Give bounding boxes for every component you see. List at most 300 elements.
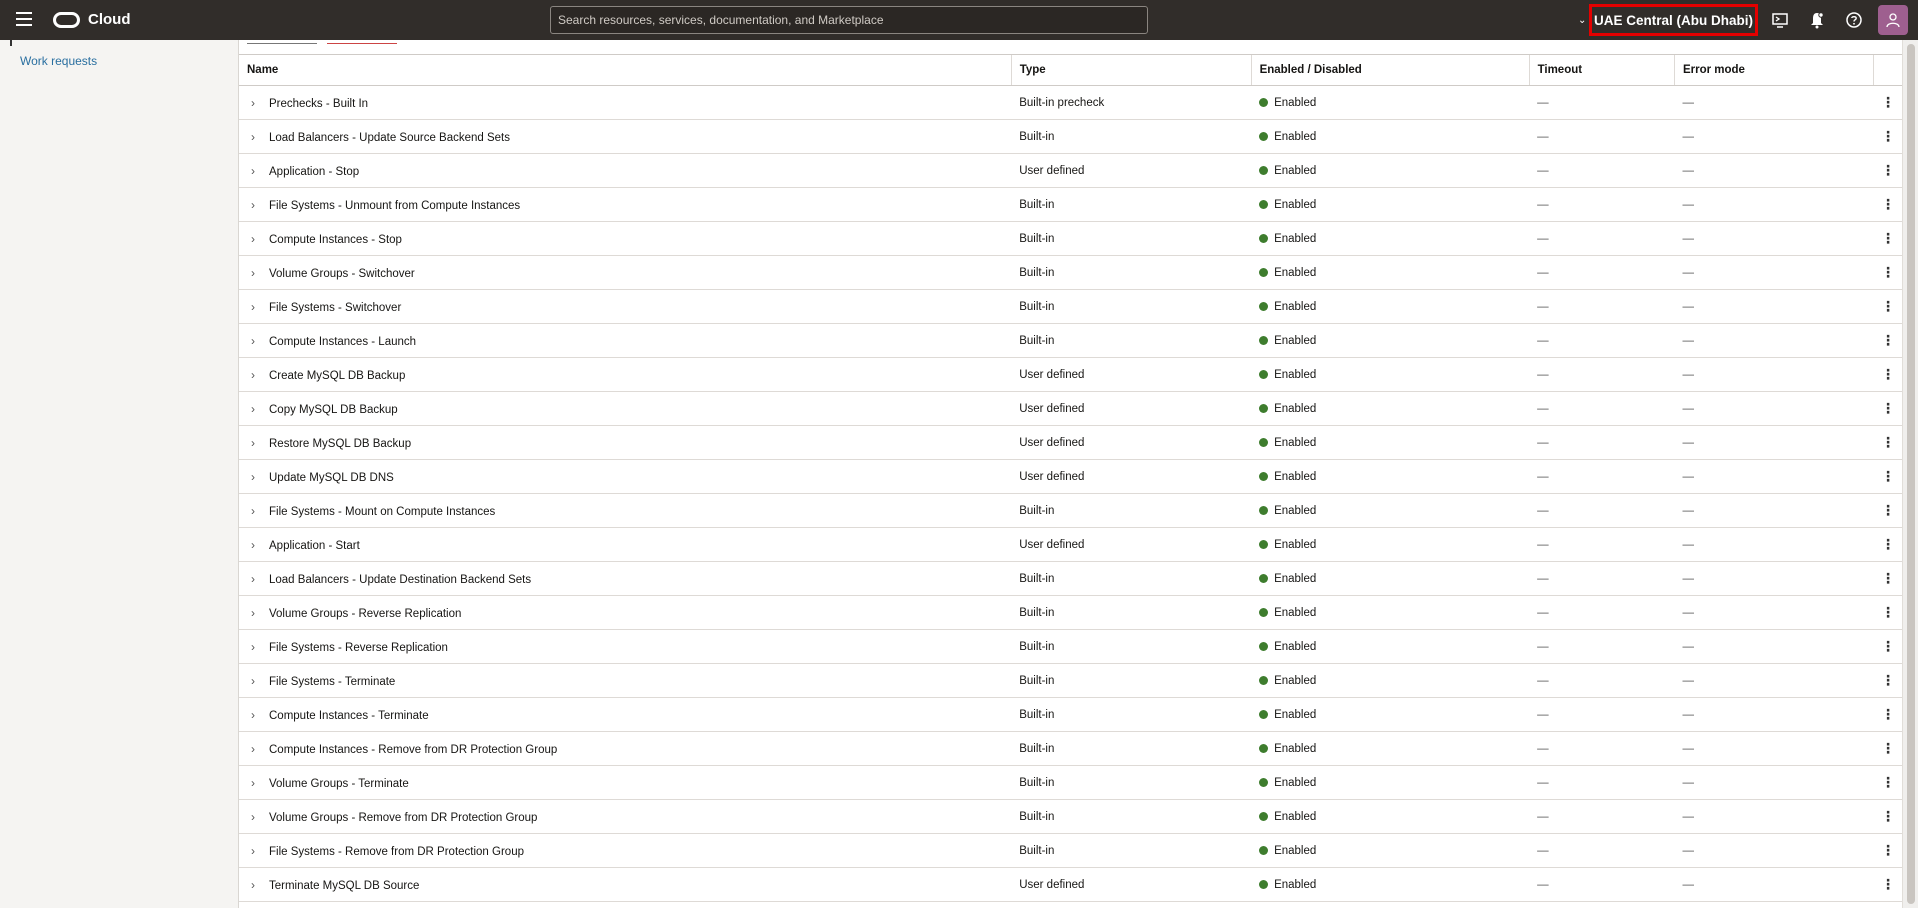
cell-status <box>1251 732 1529 766</box>
chevron-right-icon[interactable]: › <box>251 129 255 144</box>
cell-error-mode <box>1674 120 1873 154</box>
cell-status <box>1251 392 1529 426</box>
chevron-right-icon[interactable]: › <box>251 265 255 280</box>
step-name: Update MySQL DB DNS <box>269 471 394 484</box>
row-actions-menu[interactable] <box>1873 562 1902 596</box>
row-actions-menu[interactable] <box>1873 766 1902 800</box>
step-name: Volume Groups - Terminate <box>269 777 409 790</box>
table-row[interactable] <box>239 834 1902 868</box>
timeout-value: — <box>1537 436 1549 449</box>
cell-status <box>1251 358 1529 392</box>
table-row[interactable] <box>239 800 1902 834</box>
timeout-value: — <box>1537 844 1549 857</box>
table-row[interactable] <box>239 562 1902 596</box>
status-label: Enabled <box>1274 572 1317 585</box>
cell-status <box>1251 222 1529 256</box>
timeout-value: — <box>1537 708 1549 721</box>
error-mode-value: — <box>1682 198 1694 211</box>
error-mode-value: — <box>1682 334 1694 347</box>
table-row[interactable] <box>239 868 1902 902</box>
timeout-value: — <box>1537 300 1549 313</box>
search-input[interactable] <box>550 6 1148 34</box>
timeout-value: — <box>1537 130 1549 143</box>
timeout-value: — <box>1537 572 1549 585</box>
cell-timeout <box>1529 120 1674 154</box>
status-dot-icon <box>1259 472 1268 481</box>
cell-error-mode <box>1674 596 1873 630</box>
status-dot-icon <box>1259 574 1268 583</box>
cell-type: User defined <box>1011 426 1251 460</box>
table-row[interactable] <box>239 766 1902 800</box>
cell-timeout <box>1529 596 1674 630</box>
cell-type: User defined <box>1011 392 1251 426</box>
status-dot-icon <box>1259 98 1268 107</box>
status-dot-icon <box>1259 302 1268 311</box>
chevron-right-icon[interactable]: › <box>251 197 255 212</box>
table-row[interactable] <box>239 664 1902 698</box>
status-dot-icon <box>1259 234 1268 243</box>
cell-error-mode <box>1674 528 1873 562</box>
chevron-right-icon[interactable]: › <box>251 367 255 382</box>
cell-error-mode <box>1674 426 1873 460</box>
cell-type: Built-in <box>1011 766 1251 800</box>
chevron-right-icon[interactable]: › <box>251 163 255 178</box>
cell-name <box>239 528 1011 562</box>
table-row[interactable] <box>239 86 1902 120</box>
cell-name <box>239 800 1011 834</box>
error-mode-value: — <box>1682 708 1694 721</box>
cell-type: User defined <box>1011 460 1251 494</box>
step-name: File Systems - Switchover <box>269 301 402 314</box>
timeout-value: — <box>1537 334 1549 347</box>
error-mode-value: — <box>1682 96 1694 109</box>
row-actions-menu[interactable] <box>1873 426 1902 460</box>
cell-timeout <box>1529 392 1674 426</box>
row-actions-menu[interactable] <box>1873 222 1902 256</box>
step-name: Compute Instances - Remove from DR Protection Group <box>269 743 558 756</box>
row-actions-menu[interactable] <box>1873 732 1902 766</box>
row-actions-menu[interactable] <box>1873 358 1902 392</box>
cell-name <box>239 86 1011 120</box>
cell-error-mode <box>1674 358 1873 392</box>
table-row[interactable] <box>239 188 1902 222</box>
cloud-shell-icon[interactable] <box>1771 11 1789 29</box>
timeout-value: — <box>1537 776 1549 789</box>
row-actions-menu[interactable] <box>1873 834 1902 868</box>
error-mode-value: — <box>1682 572 1694 585</box>
table-row[interactable] <box>239 154 1902 188</box>
cell-name <box>239 698 1011 732</box>
row-actions-menu[interactable] <box>1873 188 1902 222</box>
chevron-right-icon[interactable]: › <box>251 299 255 314</box>
error-mode-value: — <box>1682 232 1694 245</box>
cell-type: Built-in <box>1011 596 1251 630</box>
cell-status <box>1251 120 1529 154</box>
cell-name <box>239 494 1011 528</box>
step-name: Compute Instances - Stop <box>269 233 402 246</box>
timeout-value: — <box>1537 810 1549 823</box>
row-actions-menu[interactable] <box>1873 630 1902 664</box>
user-icon <box>1885 12 1901 28</box>
table-row[interactable] <box>239 494 1902 528</box>
error-mode-value: — <box>1682 674 1694 687</box>
kebab-menu-icon[interactable]: ⋮ <box>1881 468 1895 484</box>
error-mode-value: — <box>1682 606 1694 619</box>
chevron-right-icon[interactable]: › <box>251 537 255 552</box>
status-label: Enabled <box>1274 878 1317 891</box>
chevron-right-icon[interactable]: › <box>251 843 255 858</box>
kebab-menu-icon[interactable]: ⋮ <box>1881 400 1895 416</box>
cell-timeout <box>1529 290 1674 324</box>
oracle-logo-icon[interactable] <box>53 12 80 28</box>
cell-status <box>1251 154 1529 188</box>
cell-type: User defined <box>1011 528 1251 562</box>
cell-status <box>1251 188 1529 222</box>
column-header-type[interactable]: Type <box>1011 55 1251 86</box>
cell-error-mode <box>1674 834 1873 868</box>
status-label: Enabled <box>1274 402 1317 415</box>
table-row[interactable] <box>239 528 1902 562</box>
kebab-menu-icon[interactable]: ⋮ <box>1881 876 1895 892</box>
help-icon[interactable] <box>1845 11 1863 29</box>
chevron-right-icon[interactable]: › <box>251 673 255 688</box>
status-dot-icon <box>1259 370 1268 379</box>
status-label: Enabled <box>1274 504 1317 517</box>
cell-error-mode <box>1674 664 1873 698</box>
row-actions-menu[interactable] <box>1873 256 1902 290</box>
kebab-menu-icon[interactable]: ⋮ <box>1881 842 1895 858</box>
error-mode-value: — <box>1682 640 1694 653</box>
kebab-menu-icon[interactable]: ⋮ <box>1881 706 1895 722</box>
cell-name <box>239 188 1011 222</box>
status-label: Enabled <box>1274 130 1317 143</box>
kebab-menu-icon[interactable]: ⋮ <box>1881 264 1895 280</box>
cell-error-mode <box>1674 460 1873 494</box>
status-dot-icon <box>1259 812 1268 821</box>
hamburger-icon[interactable] <box>16 12 32 26</box>
row-actions-menu[interactable] <box>1873 494 1902 528</box>
cell-timeout <box>1529 562 1674 596</box>
user-avatar[interactable] <box>1878 5 1908 35</box>
cell-status <box>1251 698 1529 732</box>
status-label: Enabled <box>1274 776 1317 789</box>
step-name: Compute Instances - Launch <box>269 335 417 348</box>
timeout-value: — <box>1537 470 1549 483</box>
kebab-menu-icon[interactable]: ⋮ <box>1881 740 1895 756</box>
cell-type: Built-in <box>1011 188 1251 222</box>
status-label: Enabled <box>1274 368 1317 381</box>
status-dot-icon <box>1259 676 1268 685</box>
chevron-right-icon[interactable]: › <box>251 333 255 348</box>
step-name: File Systems - Reverse Replication <box>269 641 448 654</box>
table-row[interactable] <box>239 120 1902 154</box>
row-actions-menu[interactable] <box>1873 290 1902 324</box>
truncated-button[interactable] <box>247 40 317 44</box>
chevron-right-icon[interactable]: › <box>251 503 255 518</box>
timeout-value: — <box>1537 266 1549 279</box>
status-dot-icon <box>1259 336 1268 345</box>
cell-status <box>1251 834 1529 868</box>
step-name: Create MySQL DB Backup <box>269 369 406 382</box>
error-mode-value: — <box>1682 878 1694 891</box>
chevron-right-icon[interactable]: › <box>251 741 255 756</box>
cell-error-mode <box>1674 392 1873 426</box>
cell-timeout <box>1529 528 1674 562</box>
table-row[interactable] <box>239 256 1902 290</box>
cell-type: Built-in <box>1011 324 1251 358</box>
column-header-timeout[interactable]: Timeout <box>1529 55 1674 86</box>
error-mode-value: — <box>1682 368 1694 381</box>
column-header-name[interactable]: Name <box>239 55 1011 86</box>
cell-timeout <box>1529 766 1674 800</box>
cell-name <box>239 766 1011 800</box>
row-actions-menu[interactable] <box>1873 868 1902 902</box>
row-actions-menu[interactable] <box>1873 392 1902 426</box>
row-actions-menu[interactable] <box>1873 698 1902 732</box>
kebab-menu-icon[interactable]: ⋮ <box>1881 808 1895 824</box>
status-dot-icon <box>1259 608 1268 617</box>
kebab-menu-icon[interactable]: ⋮ <box>1881 230 1895 246</box>
row-actions-menu[interactable] <box>1873 664 1902 698</box>
status-label: Enabled <box>1274 606 1317 619</box>
cell-error-mode <box>1674 324 1873 358</box>
step-name: Volume Groups - Switchover <box>269 267 415 280</box>
cell-status <box>1251 426 1529 460</box>
status-dot-icon <box>1259 268 1268 277</box>
cell-error-mode <box>1674 86 1873 120</box>
cell-name <box>239 358 1011 392</box>
cell-timeout <box>1529 664 1674 698</box>
table-row[interactable] <box>239 290 1902 324</box>
status-label: Enabled <box>1274 470 1317 483</box>
table-row[interactable] <box>239 324 1902 358</box>
kebab-menu-icon[interactable]: ⋮ <box>1881 570 1895 586</box>
cell-timeout <box>1529 426 1674 460</box>
cell-type: Built-in <box>1011 222 1251 256</box>
error-mode-value: — <box>1682 164 1694 177</box>
cell-name <box>239 154 1011 188</box>
chevron-right-icon[interactable]: › <box>251 469 255 484</box>
cell-status <box>1251 324 1529 358</box>
kebab-menu-icon[interactable]: ⋮ <box>1881 366 1895 382</box>
cell-type: User defined <box>1011 154 1251 188</box>
step-name: File Systems - Terminate <box>269 675 396 688</box>
cell-status <box>1251 664 1529 698</box>
kebab-menu-icon[interactable]: ⋮ <box>1881 638 1895 654</box>
cell-type: Built-in <box>1011 664 1251 698</box>
status-dot-icon <box>1259 744 1268 753</box>
cell-name <box>239 834 1011 868</box>
status-dot-icon <box>1259 642 1268 651</box>
kebab-menu-icon[interactable]: ⋮ <box>1881 196 1895 212</box>
error-mode-value: — <box>1682 470 1694 483</box>
kebab-menu-icon[interactable]: ⋮ <box>1881 774 1895 790</box>
chevron-right-icon[interactable]: › <box>251 231 255 246</box>
step-name: Copy MySQL DB Backup <box>269 403 398 416</box>
cell-type: Built-in <box>1011 256 1251 290</box>
status-dot-icon <box>1259 404 1268 413</box>
table-body <box>239 86 1902 902</box>
table-row[interactable] <box>239 426 1902 460</box>
cell-status <box>1251 494 1529 528</box>
timeout-value: — <box>1537 368 1549 381</box>
status-label: Enabled <box>1274 640 1317 653</box>
table-row[interactable] <box>239 698 1902 732</box>
region-selector[interactable]: UAE Central (Abu Dhabi) <box>1589 4 1758 36</box>
cell-type: Built-in <box>1011 494 1251 528</box>
cell-status <box>1251 562 1529 596</box>
cell-name <box>239 562 1011 596</box>
kebab-menu-icon[interactable]: ⋮ <box>1881 604 1895 620</box>
status-dot-icon <box>1259 132 1268 141</box>
row-actions-menu[interactable] <box>1873 86 1902 120</box>
step-name: Application - Start <box>269 539 360 552</box>
chevron-down-icon[interactable]: ⌄ <box>1578 15 1587 26</box>
cell-error-mode <box>1674 222 1873 256</box>
cell-type: Built-in <box>1011 834 1251 868</box>
row-actions-menu[interactable] <box>1873 596 1902 630</box>
cell-error-mode <box>1674 290 1873 324</box>
kebab-menu-icon[interactable]: ⋮ <box>1881 128 1895 144</box>
status-dot-icon <box>1259 506 1268 515</box>
cell-status <box>1251 256 1529 290</box>
cell-timeout <box>1529 222 1674 256</box>
cell-error-mode <box>1674 800 1873 834</box>
table-row[interactable] <box>239 630 1902 664</box>
cell-name <box>239 664 1011 698</box>
cell-timeout <box>1529 630 1674 664</box>
column-header-actions <box>1873 55 1902 86</box>
chevron-right-icon[interactable]: › <box>251 639 255 654</box>
active-indicator <box>10 40 12 46</box>
kebab-menu-icon[interactable]: ⋮ <box>1881 162 1895 178</box>
status-dot-icon <box>1259 846 1268 855</box>
cell-type: Built-in <box>1011 290 1251 324</box>
work-requests-link[interactable]: Work requests <box>20 54 98 68</box>
cell-status <box>1251 460 1529 494</box>
kebab-menu-icon[interactable]: ⋮ <box>1881 672 1895 688</box>
plan-steps-panel <box>238 40 1902 908</box>
timeout-value: — <box>1537 164 1549 177</box>
status-dot-icon <box>1259 710 1268 719</box>
error-mode-value: — <box>1682 402 1694 415</box>
step-name: Volume Groups - Remove from DR Protection Group <box>269 811 538 824</box>
cell-timeout <box>1529 698 1674 732</box>
timeout-value: — <box>1537 504 1549 517</box>
column-header-enabled[interactable]: Enabled / Disabled <box>1251 55 1529 86</box>
timeout-value: — <box>1537 232 1549 245</box>
status-dot-icon <box>1259 438 1268 447</box>
status-label: Enabled <box>1274 164 1317 177</box>
error-mode-value: — <box>1682 436 1694 449</box>
kebab-menu-icon[interactable]: ⋮ <box>1881 502 1895 518</box>
chevron-right-icon[interactable]: › <box>251 401 255 416</box>
chevron-right-icon[interactable]: › <box>251 605 255 620</box>
cell-name <box>239 460 1011 494</box>
plan-groups-table <box>239 54 1902 902</box>
step-name: Load Balancers - Update Source Backend Sets <box>269 131 511 144</box>
status-label: Enabled <box>1274 436 1317 449</box>
table-row[interactable] <box>239 460 1902 494</box>
cell-type: Built-in <box>1011 800 1251 834</box>
status-label: Enabled <box>1274 742 1317 755</box>
row-actions-menu[interactable] <box>1873 154 1902 188</box>
cell-status <box>1251 596 1529 630</box>
kebab-menu-icon[interactable]: ⋮ <box>1881 298 1895 314</box>
status-label: Enabled <box>1274 674 1317 687</box>
bell-icon[interactable] <box>1808 11 1826 29</box>
row-actions-menu[interactable] <box>1873 324 1902 358</box>
row-actions-menu[interactable] <box>1873 800 1902 834</box>
error-mode-value: — <box>1682 130 1694 143</box>
timeout-value: — <box>1537 674 1549 687</box>
error-mode-value: — <box>1682 538 1694 551</box>
cell-error-mode <box>1674 188 1873 222</box>
kebab-menu-icon[interactable]: ⋮ <box>1881 536 1895 552</box>
kebab-menu-icon[interactable]: ⋮ <box>1881 434 1895 450</box>
table-row[interactable] <box>239 392 1902 426</box>
cell-name <box>239 392 1011 426</box>
cell-type: User defined <box>1011 868 1251 902</box>
cell-timeout <box>1529 324 1674 358</box>
brand-name[interactable]: Cloud <box>88 11 131 28</box>
chevron-right-icon[interactable]: › <box>251 435 255 450</box>
cell-timeout <box>1529 256 1674 290</box>
row-actions-menu[interactable] <box>1873 460 1902 494</box>
cell-timeout <box>1529 188 1674 222</box>
truncated-button-danger[interactable] <box>327 40 397 44</box>
table-row[interactable] <box>239 596 1902 630</box>
step-name: Compute Instances - Terminate <box>269 709 429 722</box>
cell-name <box>239 868 1011 902</box>
cell-timeout <box>1529 732 1674 766</box>
table-row[interactable] <box>239 732 1902 766</box>
row-actions-menu[interactable] <box>1873 528 1902 562</box>
cell-timeout <box>1529 834 1674 868</box>
kebab-menu-icon[interactable]: ⋮ <box>1881 332 1895 348</box>
chevron-right-icon[interactable]: › <box>251 809 255 824</box>
cell-error-mode <box>1674 494 1873 528</box>
cell-name <box>239 222 1011 256</box>
cell-error-mode <box>1674 256 1873 290</box>
status-label: Enabled <box>1274 266 1317 279</box>
cell-name <box>239 630 1011 664</box>
chevron-right-icon[interactable]: › <box>251 571 255 586</box>
table-row[interactable] <box>239 222 1902 256</box>
chevron-right-icon[interactable]: › <box>251 775 255 790</box>
chevron-right-icon[interactable]: › <box>251 707 255 722</box>
timeout-value: — <box>1537 538 1549 551</box>
table-row[interactable] <box>239 358 1902 392</box>
cell-name <box>239 732 1011 766</box>
error-mode-value: — <box>1682 300 1694 313</box>
cell-name <box>239 290 1011 324</box>
vertical-scrollbar[interactable] <box>1902 40 1918 908</box>
status-label: Enabled <box>1274 232 1317 245</box>
scrollbar-thumb[interactable] <box>1907 44 1915 904</box>
row-actions-menu[interactable] <box>1873 120 1902 154</box>
chevron-right-icon[interactable]: › <box>251 877 255 892</box>
timeout-value: — <box>1537 606 1549 619</box>
chevron-right-icon[interactable]: › <box>251 95 255 110</box>
status-label: Enabled <box>1274 708 1317 721</box>
column-header-error-mode[interactable]: Error mode <box>1674 55 1873 86</box>
status-label: Enabled <box>1274 334 1317 347</box>
step-name: Terminate MySQL DB Source <box>269 879 420 892</box>
cell-type: Built-in <box>1011 562 1251 596</box>
kebab-menu-icon[interactable]: ⋮ <box>1881 94 1895 110</box>
status-dot-icon <box>1259 166 1268 175</box>
